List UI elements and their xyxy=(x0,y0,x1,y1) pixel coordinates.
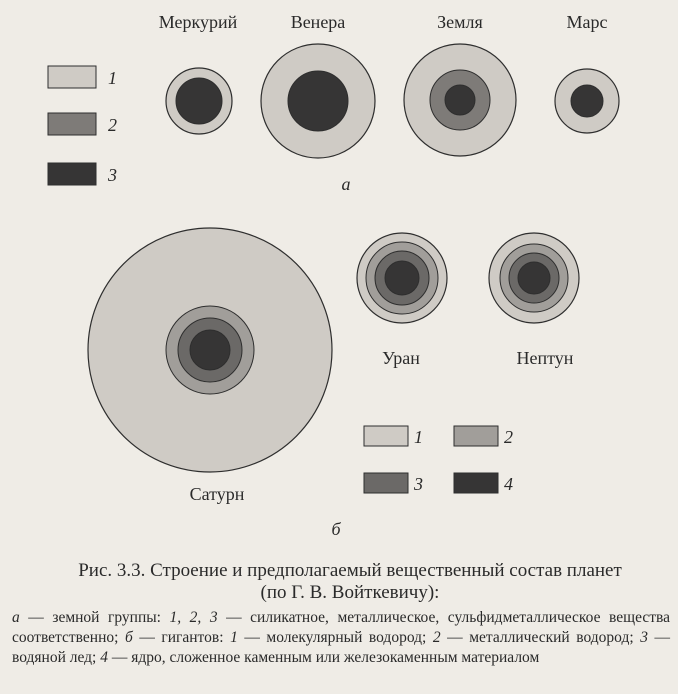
legend-text-b-intro: — гигантов: xyxy=(132,629,231,646)
planet-name-venus: Венера xyxy=(290,12,346,32)
legend-b-label-4: 4 xyxy=(504,474,513,494)
caption-line-1: Рис. 3.3. Строение и предполагаемый вещественный состав планет xyxy=(78,560,622,581)
legend-b-label-3: 3 xyxy=(414,474,423,494)
planet-name-neptune: Нептун xyxy=(516,348,574,368)
planet-venus xyxy=(261,44,375,158)
planet-name-saturn: Сатурн xyxy=(189,484,245,504)
legend-b xyxy=(364,426,513,494)
planet-name-mercury: Меркурий xyxy=(158,12,238,32)
legend-a-label-3: 3 xyxy=(108,165,117,185)
legend-text-a-label: а xyxy=(12,609,20,626)
legend-a-swatch-3 xyxy=(48,163,96,185)
legend-text-a-desc: — силикатное, металлическое, сульфидметаллическое вещества соответственно; xyxy=(12,609,670,646)
legend-b-swatch-1 xyxy=(364,426,408,446)
planet-earth xyxy=(404,44,516,156)
caption-line-2: (по Г. В. Войткевичу): xyxy=(260,582,440,603)
legend-text-n1: 1 xyxy=(230,629,238,646)
legend-text-a-nums: 1, 2, 3 xyxy=(169,609,218,626)
legend-b-label-1: 1 xyxy=(414,427,423,447)
legend-a-label-1: 1 xyxy=(108,68,117,88)
legend-text-n2: 2 xyxy=(432,629,441,646)
legend-text-n4: 4 xyxy=(100,649,108,666)
planet-saturn xyxy=(88,228,332,472)
panel-a-label: а xyxy=(341,174,351,194)
planet-neptune xyxy=(489,233,579,323)
planet-name-mars: Марс xyxy=(566,12,608,32)
planet-name-uranus: Уран xyxy=(382,348,420,368)
legend-b-swatch-3 xyxy=(364,473,408,493)
panel-b-label: б xyxy=(331,519,341,539)
legend-a-swatch-2 xyxy=(48,113,96,135)
legend-a xyxy=(48,66,117,185)
legend-text-d3: — водяной лед; xyxy=(12,629,670,666)
legend-a-swatch-1 xyxy=(48,66,96,88)
legend-text-d4: — ядро, сложенное каменным или железокаменным материалом xyxy=(107,649,540,666)
legend-text-a-intro: — земной группы: xyxy=(19,609,170,626)
legend-b-swatch-2 xyxy=(454,426,498,446)
legend-text-n3: 3 xyxy=(640,629,648,646)
legend-b-swatch-4 xyxy=(454,473,498,493)
legend-b-label-2: 2 xyxy=(504,427,513,447)
legend-a-label-2: 2 xyxy=(108,115,117,135)
legend-text-d2: — металлический водород; xyxy=(440,629,641,646)
legend-text-d1: — молекулярный водород; xyxy=(237,629,433,646)
planet-mercury xyxy=(166,68,232,134)
legend-text-b-label: б xyxy=(124,629,133,646)
figure-legend-text xyxy=(12,608,670,668)
planet-mars xyxy=(555,69,619,133)
planet-name-earth: Земля xyxy=(437,12,483,32)
planet-uranus xyxy=(357,233,447,323)
figure-caption xyxy=(40,560,660,604)
